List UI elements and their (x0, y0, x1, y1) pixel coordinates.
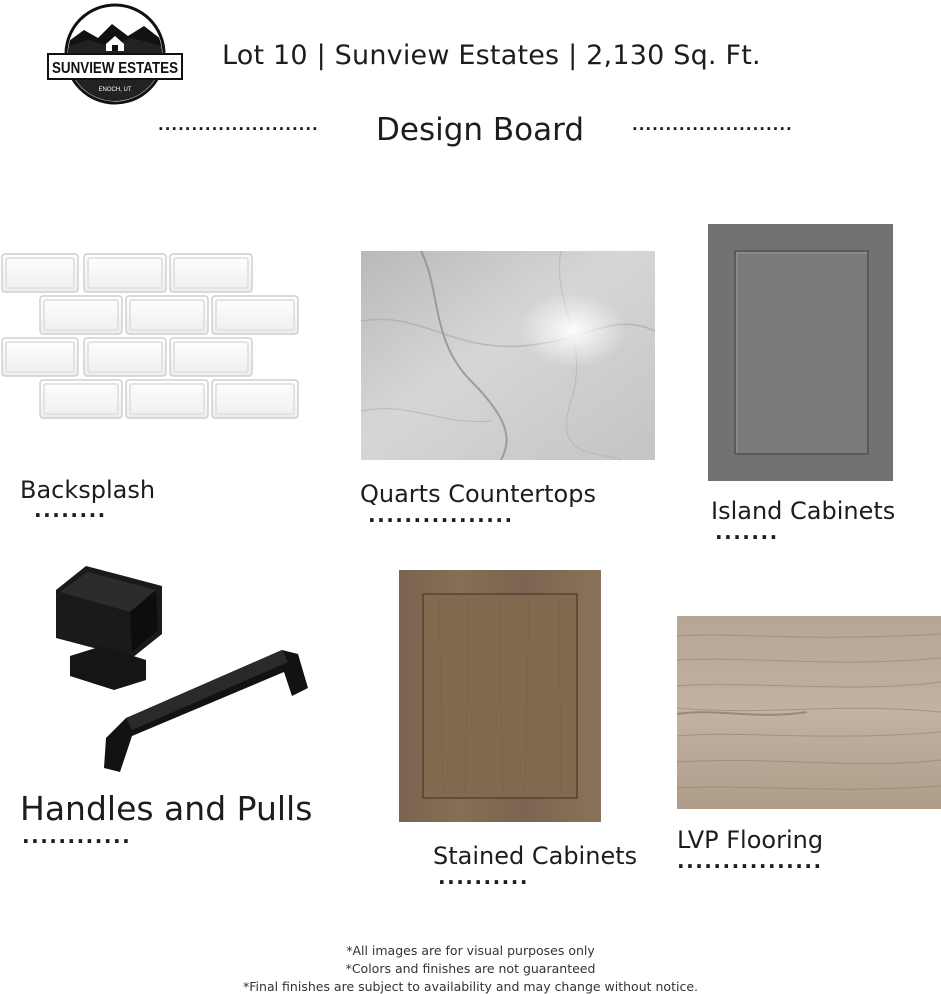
handles-pulls-label: Handles and Pulls (20, 789, 313, 828)
header-dots-right: ........................ (632, 116, 793, 134)
backsplash-dots: ........ (34, 498, 107, 522)
quartz-dots: ................ (368, 503, 514, 527)
quartz-label: Quarts Countertops (360, 480, 596, 508)
disclaimer-colors: *Colors and finishes are not guaranteed (345, 961, 596, 976)
backsplash-swatch (0, 250, 310, 425)
island-cabinet-swatch (708, 224, 893, 481)
logo-location: ENOCH, UT (98, 87, 132, 93)
island-cabinets-label: Island Cabinets (711, 497, 896, 525)
logo-name: SUNVIEW ESTATES (52, 60, 179, 77)
hardware-swatch (46, 560, 316, 785)
stained-cabinets-label: Stained Cabinets (433, 842, 638, 870)
stained-cabinets-dots: .......... (438, 865, 529, 889)
header-dots-left: ........................ (158, 116, 319, 134)
quartz-countertop-swatch (361, 251, 655, 460)
lvp-flooring-label: LVP Flooring (677, 826, 824, 854)
lvp-flooring-swatch (677, 616, 941, 809)
lot-heading: Lot 10 | Sunview Estates | 2,130 Sq. Ft. (222, 40, 761, 71)
disclaimer-visual: *All images are for visual purposes only (346, 943, 595, 958)
lvp-flooring-dots: ................ (677, 849, 823, 873)
sunview-estates-logo (48, 2, 182, 106)
island-cabinets-dots: ....... (715, 520, 779, 544)
design-board-title: Design Board (376, 112, 584, 148)
stained-cabinet-swatch (399, 570, 601, 822)
disclaimer-availability: *Final finishes are subject to availability and may change without notice. (243, 979, 698, 994)
backsplash-label: Backsplash (20, 476, 156, 504)
handles-pulls-dots: ............ (22, 824, 132, 848)
